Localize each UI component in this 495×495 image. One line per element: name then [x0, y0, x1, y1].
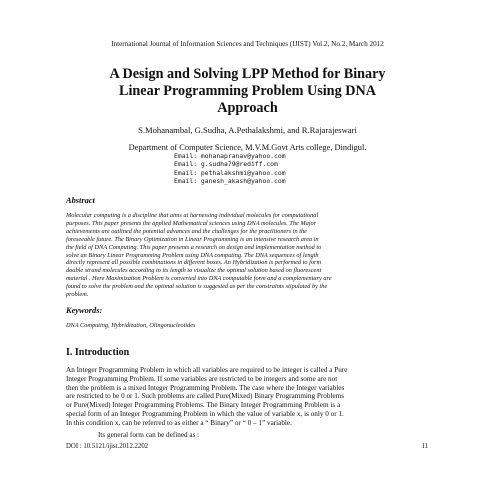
abstract-heading: Abstract — [66, 196, 95, 205]
introduction-body — [66, 366, 428, 428]
abstract-line: double strand molecules according to its length to visualize the optimal solution based on fluorescent — [66, 267, 322, 275]
page-number: 11 — [421, 443, 428, 450]
introduction-line: An Integer Programming Problem in which all variables are required to be integer is called a Pure — [66, 366, 348, 374]
abstract-line: found to solve the problem and the optimal solution is suggested as per the constraints stipulated by the — [66, 283, 328, 291]
general-form-text: Its general form can be defined as : — [98, 431, 200, 439]
introduction-line: Integer Programming Problem. If some variables are restricted to be integers and some are not — [66, 374, 338, 383]
abstract-line: solve an Binary Linear Programming Problem using DNA computing. The DNA sequences of length — [66, 251, 319, 259]
abstract-line: material . Here Maximization Problem is converted into DNA computable form and a complementary are — [66, 275, 332, 283]
email-line: Email: mohanapranav@yahoo.com — [174, 152, 286, 160]
title-line: Approach — [217, 100, 278, 116]
affiliation: Department of Computer Science, M.V.M.Govt Arts college, Dindigul. — [128, 143, 367, 152]
doi-text: DOI : 10.5121/ijist.2012.2202 — [66, 443, 149, 450]
introduction-line: special form of an Integer Programming Problem in which the value of variable x, is only 0 or 1. — [66, 409, 344, 418]
abstract-line: purposes. This paper presents the applied Mathematical sciences using DNA molecules. The Major — [66, 219, 317, 227]
keywords-text: DNA Computing, Hybridization, Olingonucleotides — [66, 322, 196, 329]
title-line: A Design and Solving LPP Method for Binary — [109, 66, 386, 82]
abstract-line: achievements are outlined the potential advances and the challenges for the practitioners in the — [66, 227, 307, 235]
paper-title — [40, 66, 455, 117]
email-line: Email: g.sudha79@rediff.com — [174, 160, 278, 169]
title-line: Linear Programming Problem Using DNA — [119, 83, 376, 99]
email-line: Email: ganesh_akash@yahoo.com — [174, 176, 286, 185]
author-list: S.Mohanambal, G.Sudha, A.Pethalakshmi, and R.Rajarajeswari — [138, 125, 357, 135]
abstract-line: problem. — [66, 291, 89, 299]
keywords-heading: Keywords: — [66, 306, 103, 315]
introduction-heading: I. Introduction — [66, 347, 130, 358]
abstract-line: the field of DNA Computing. This paper presents a research on design and implementation method to — [66, 243, 322, 251]
abstract-line: directly represent all possible combinations in different boxes. An Hybridization is performed to form — [66, 259, 321, 267]
abstract-line: foreseeable future. The Binary Optimization in Linear Programming is an intensive research area in — [66, 235, 319, 243]
introduction-line: are restricted to be 0 or 1. Such problems are called Pure(Mixed) Binary Programming Problems — [66, 392, 345, 401]
abstract-line: Molecular computing is a discipline that aims at harnessing individual molecules for computational — [66, 212, 319, 219]
introduction-line: then the problem is a mixed Integer Programming Problem. The case where the Integer variables — [66, 383, 345, 392]
email-line: Email: pethalakshmi@yahoo.com — [174, 168, 286, 177]
introduction-line: or Pure(Mixed) Integer Programming Problems. The Binary Integer Programming Problem is a — [66, 401, 341, 410]
journal-header: International Journal of Information Sciences and Techniques (IJIST) Vol.2, No.2, March 2012 — [111, 40, 384, 48]
email-list — [174, 152, 354, 185]
introduction-line: In this condition x, can be referred to as either a “ Binary” or “ 0 – 1” variable. — [66, 418, 292, 427]
abstract-body — [66, 212, 428, 299]
